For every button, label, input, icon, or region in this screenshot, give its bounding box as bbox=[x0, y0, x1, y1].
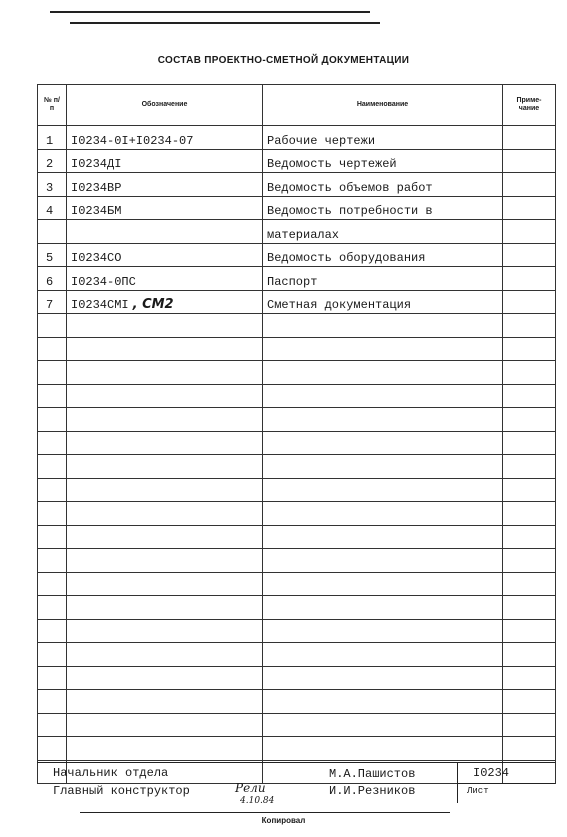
empty-row bbox=[38, 713, 556, 737]
empty-cell bbox=[503, 643, 556, 667]
role-department-head: Начальник отдела bbox=[53, 766, 169, 780]
empty-cell bbox=[38, 713, 67, 737]
empty-cell bbox=[67, 713, 263, 737]
empty-cell bbox=[263, 713, 503, 737]
cell-num: 2 bbox=[38, 149, 67, 173]
page-title: СОСТАВ ПРОЕКТНО-СМЕТНОЙ ДОКУМЕНТАЦИИ bbox=[157, 55, 410, 66]
empty-cell bbox=[38, 431, 67, 455]
empty-cell bbox=[263, 643, 503, 667]
empty-cell bbox=[503, 596, 556, 620]
table-row bbox=[38, 196, 556, 220]
empty-row bbox=[38, 690, 556, 714]
cell-num: 4 bbox=[38, 196, 67, 220]
empty-cell bbox=[503, 549, 556, 573]
empty-cell bbox=[67, 643, 263, 667]
empty-row bbox=[38, 478, 556, 502]
empty-cell bbox=[67, 502, 263, 526]
designation-text: I0234СМI bbox=[71, 298, 129, 312]
empty-cell bbox=[503, 337, 556, 361]
table-row bbox=[38, 267, 556, 291]
cell-num: 3 bbox=[38, 173, 67, 197]
empty-cell bbox=[263, 596, 503, 620]
empty-cell bbox=[263, 572, 503, 596]
empty-cell bbox=[38, 361, 67, 385]
empty-cell bbox=[503, 384, 556, 408]
empty-cell bbox=[38, 596, 67, 620]
empty-cell bbox=[38, 666, 67, 690]
cell-designation bbox=[67, 220, 263, 244]
table-row bbox=[38, 126, 556, 150]
empty-cell bbox=[503, 572, 556, 596]
empty-cell bbox=[503, 666, 556, 690]
cell-note bbox=[503, 267, 556, 291]
cell-note bbox=[503, 243, 556, 267]
role-chief-designer: Главный конструктор bbox=[53, 784, 190, 798]
empty-cell bbox=[38, 619, 67, 643]
empty-cell bbox=[263, 619, 503, 643]
cell-note bbox=[503, 173, 556, 197]
doc-number: I0234 bbox=[473, 766, 510, 780]
empty-cell bbox=[67, 596, 263, 620]
empty-cell bbox=[67, 408, 263, 432]
empty-cell bbox=[263, 737, 503, 761]
empty-cell bbox=[263, 337, 503, 361]
designation-text: I0234ВР bbox=[71, 180, 122, 195]
cell-name: Ведомость объемов работ bbox=[263, 173, 503, 197]
empty-cell bbox=[503, 713, 556, 737]
empty-cell bbox=[263, 502, 503, 526]
empty-row bbox=[38, 619, 556, 643]
documentation-table bbox=[37, 84, 556, 784]
empty-cell bbox=[38, 572, 67, 596]
cell-num bbox=[38, 220, 67, 244]
cell-designation bbox=[67, 173, 263, 197]
empty-cell bbox=[38, 549, 67, 573]
top-rule-1 bbox=[50, 11, 370, 13]
empty-cell bbox=[263, 314, 503, 338]
top-rule-2 bbox=[70, 22, 380, 24]
cell-designation bbox=[67, 267, 263, 291]
handwritten-signature: Рели bbox=[235, 781, 266, 795]
empty-cell bbox=[503, 737, 556, 761]
empty-cell bbox=[503, 361, 556, 385]
empty-cell bbox=[38, 690, 67, 714]
empty-cell bbox=[263, 690, 503, 714]
empty-cell bbox=[503, 690, 556, 714]
empty-row bbox=[38, 361, 556, 385]
footer-block bbox=[37, 762, 555, 805]
empty-row bbox=[38, 643, 556, 667]
person-pashistov: М.А.Пашистов bbox=[329, 767, 416, 781]
empty-cell bbox=[263, 431, 503, 455]
empty-row bbox=[38, 314, 556, 338]
empty-cell bbox=[263, 525, 503, 549]
cell-note bbox=[503, 126, 556, 150]
empty-row bbox=[38, 337, 556, 361]
empty-cell bbox=[263, 361, 503, 385]
table-row bbox=[38, 173, 556, 197]
copied-label: Копировал bbox=[261, 816, 306, 825]
designation-text: I0234-0I+I0234-07 bbox=[71, 133, 194, 148]
cell-name: материалах bbox=[263, 220, 503, 244]
cell-name: Рабочие чертежи bbox=[263, 126, 503, 150]
empty-cell bbox=[503, 431, 556, 455]
cell-num: 6 bbox=[38, 267, 67, 291]
empty-cell bbox=[503, 314, 556, 338]
empty-cell bbox=[263, 666, 503, 690]
empty-row bbox=[38, 455, 556, 479]
designation-text: I0234БМ bbox=[71, 204, 122, 218]
empty-cell bbox=[38, 525, 67, 549]
empty-row bbox=[38, 525, 556, 549]
signature-date: 4.10.84 bbox=[240, 796, 275, 806]
cell-name: Ведомость оборудования bbox=[263, 243, 503, 267]
empty-cell bbox=[38, 737, 67, 761]
empty-cell bbox=[503, 478, 556, 502]
empty-cell bbox=[503, 408, 556, 432]
cell-designation bbox=[67, 149, 263, 173]
header-num: № п/п bbox=[38, 85, 67, 126]
empty-cell bbox=[67, 549, 263, 573]
table-row bbox=[38, 149, 556, 173]
designation-text: I0234CO bbox=[71, 251, 122, 265]
cell-num: 1 bbox=[38, 126, 67, 150]
designation-text: I0234-0ПС bbox=[71, 274, 136, 289]
cell-num: 7 bbox=[38, 290, 67, 314]
empty-row bbox=[38, 408, 556, 432]
empty-cell bbox=[67, 666, 263, 690]
empty-cell bbox=[503, 525, 556, 549]
empty-cell bbox=[67, 690, 263, 714]
header-note: Приме-чание bbox=[503, 85, 556, 126]
cell-num: 5 bbox=[38, 243, 67, 267]
empty-row bbox=[38, 431, 556, 455]
empty-cell bbox=[503, 502, 556, 526]
sheet-label: Лист bbox=[467, 786, 489, 796]
header-designation: Обозначение bbox=[67, 85, 263, 126]
table-row bbox=[38, 243, 556, 267]
empty-cell bbox=[67, 361, 263, 385]
empty-cell bbox=[67, 337, 263, 361]
cell-note bbox=[503, 290, 556, 314]
empty-cell bbox=[38, 384, 67, 408]
empty-row bbox=[38, 666, 556, 690]
empty-cell bbox=[263, 455, 503, 479]
empty-cell bbox=[503, 455, 556, 479]
empty-cell bbox=[67, 572, 263, 596]
cell-note bbox=[503, 220, 556, 244]
cell-designation bbox=[67, 290, 263, 314]
table-header-row bbox=[38, 85, 556, 126]
cell-name: Сметная документация bbox=[263, 290, 503, 314]
empty-cell bbox=[67, 737, 263, 761]
cell-designation bbox=[67, 126, 263, 150]
empty-cell bbox=[263, 408, 503, 432]
cell-designation bbox=[67, 243, 263, 267]
empty-cell bbox=[503, 619, 556, 643]
empty-cell bbox=[67, 314, 263, 338]
cell-note bbox=[503, 196, 556, 220]
table-row bbox=[38, 220, 556, 244]
empty-cell bbox=[263, 549, 503, 573]
empty-cell bbox=[263, 384, 503, 408]
empty-cell bbox=[38, 478, 67, 502]
empty-cell bbox=[67, 478, 263, 502]
handwritten-addition: , СМ2 bbox=[132, 297, 174, 312]
cell-name: Ведомость чертежей bbox=[263, 149, 503, 173]
empty-cell bbox=[38, 455, 67, 479]
empty-row bbox=[38, 502, 556, 526]
empty-cell bbox=[38, 314, 67, 338]
cell-note bbox=[503, 149, 556, 173]
empty-cell bbox=[67, 525, 263, 549]
empty-cell bbox=[67, 619, 263, 643]
empty-row bbox=[38, 549, 556, 573]
empty-cell bbox=[67, 455, 263, 479]
designation-text: I0234ДI bbox=[71, 157, 122, 171]
bottom-rule bbox=[80, 812, 450, 813]
empty-cell bbox=[38, 408, 67, 432]
empty-cell bbox=[38, 337, 67, 361]
footer-divider-h bbox=[457, 783, 555, 784]
cell-designation bbox=[67, 196, 263, 220]
empty-cell bbox=[38, 502, 67, 526]
person-reznikov: И.И.Резников bbox=[329, 784, 416, 798]
empty-cell bbox=[67, 431, 263, 455]
cell-name: Ведомость потребности в bbox=[263, 196, 503, 220]
empty-cell bbox=[263, 478, 503, 502]
empty-cell bbox=[67, 384, 263, 408]
empty-row bbox=[38, 384, 556, 408]
empty-cell bbox=[38, 643, 67, 667]
empty-row bbox=[38, 596, 556, 620]
header-name: Наименование bbox=[263, 85, 503, 126]
empty-row bbox=[38, 572, 556, 596]
cell-name: Паспорт bbox=[263, 267, 503, 291]
empty-row bbox=[38, 737, 556, 761]
table-row bbox=[38, 290, 556, 314]
